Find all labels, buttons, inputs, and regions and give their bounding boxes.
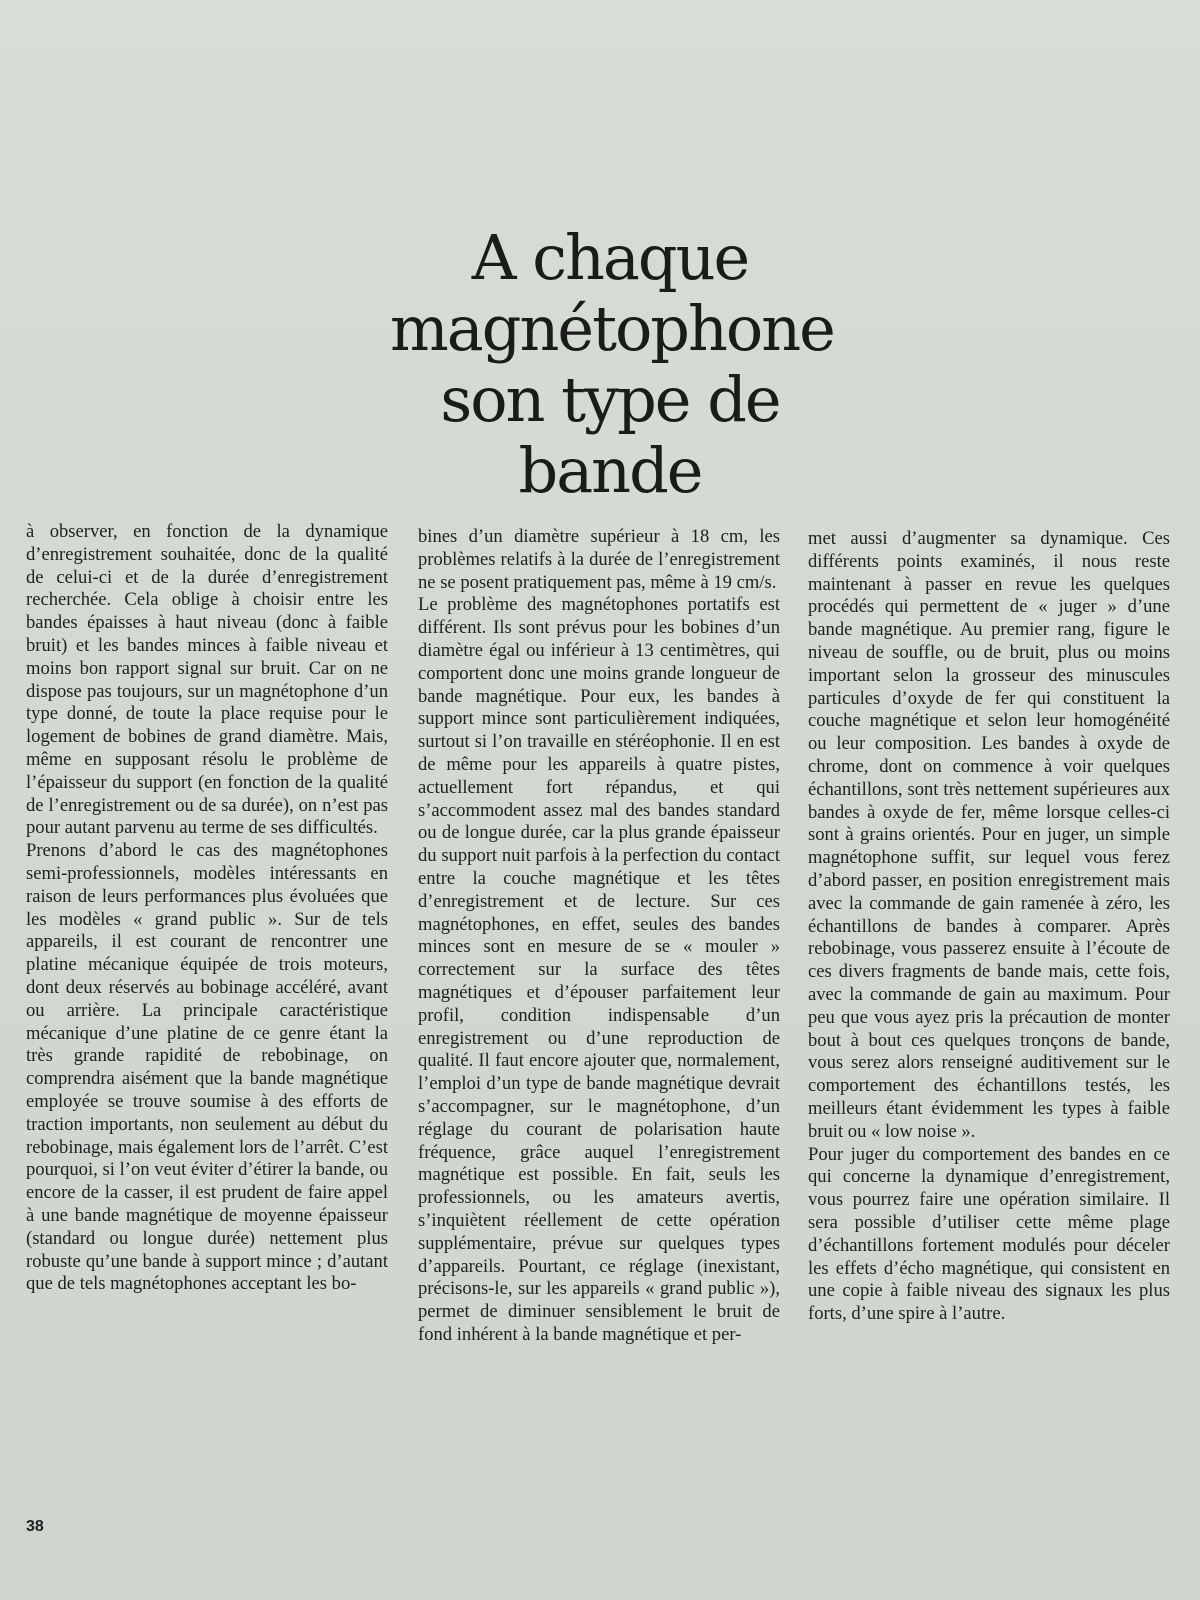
paragraph: Pour juger du comportement des bandes en ce qui concerne la dynamique d’enregistrement, vous pourrez faire une opération similaire. Il sera possible d’utiliser cette même plage d’échantillons fortement modulés pour déceler les effets d’écho magnétique, qui consistent en une copie à faible niveau des signaux les plus forts, d’une spire à l’autre. — [808, 1143, 1170, 1325]
text-column-1 — [26, 521, 388, 1296]
text-column-3 — [808, 528, 1170, 1326]
text-column-2 — [418, 526, 780, 1347]
paragraph: Prenons d’abord le cas des magnétophones semi-professionnels, modèles intéressants en raison de leurs performances plus évoluées que les modèles « grand public ». Sur de tels appareils, il est courant de rencontrer une platine mécanique équipée de trois moteurs, dont deux réservés au bobinage accéléré, avant ou arrière. La principale caractéristique mécanique d’une platine de ce genre étant la très grande rapidité de rebobinage, on comprendra aisément que la bande magnétique employée se trouve soumise à des efforts de traction importants, non seulement au début du rebobinage, mais également lors de l’arrêt. C’est pourquoi, si l’on veut éviter d’étirer la bande, ou encore de la casser, il est prudent de faire appel à une bande magnétique de moyenne épaisseur (standard ou longue durée) nettement plus robuste qu’une bande à support mince ; d’autant que de tels magnétophones acceptant les bo- — [26, 840, 388, 1295]
paragraph: à observer, en fonction de la dynamique d’enregistrement souhaitée, donc de la qualité de celui-ci et de la durée d’enregistrement recherchée. Cela oblige à choisir entre les bandes épaisses à haut niveau (donc à faible bruit) et les bandes minces à faible niveau et moins bon rapport signal sur bruit. Car on ne dispose pas toujours, sur un magnétophone d’un type donné, de toute la place requise pour le logement de bobines de grand diamètre. Mais, même en supposant résolu le problème de l’épaisseur du support (en fonction de la qualité de l’enregistrement ou de sa durée), on n’est pas pour autant parvenu au terme de ses difficultés. — [26, 521, 388, 839]
article-title: A chaque magnétophone son type de bande — [390, 221, 834, 507]
paragraph: met aussi d’augmenter sa dynamique. Ces différents points examinés, il nous reste maintenant à passer en revue les quelques procédés qui permettent de « juger » d’une bande magnétique. Au premier rang, figure le niveau de souffle, ou de bruit, plus ou moins important selon la grosseur des minuscules particules d’oxyde de fer qui constituent la couche magnétique et selon leur homogénéité ou leur composition. Les bandes à oxyde de chrome, dont on commence à voir quelques échantillons, sont très nettement supérieures aux bandes à oxyde de fer, même lorsque celles-ci sont à grains orientés. Pour en juger, un simple magnétophone suffit, sur lequel vous ferez d’abord passer, en position enregistrement mais avec la commande de gain ramenée à zéro, les échantillons de bandes à comparer. Après rebobinage, vous passerez ensuite à l’écoute de ces divers fragments de bande mais, cette fois, avec la commande de gain au maximum. Pour peu que vous ayez pris la précaution de monter bout à bout ces quelques tronçons de bande, vous serez alors renseigné auditivement sur le comportement des échantillons testés, les meilleurs étant évidemment les types à faible bruit ou « low noise ». — [808, 528, 1170, 1142]
paragraph: bines d’un diamètre supérieur à 18 cm, les problèmes relatifs à la durée de l’enregistrement ne se posent pratiquement pas, même à 19 cm/s. — [418, 526, 780, 593]
page-number: 38 — [26, 1518, 44, 1535]
paragraph: Le problème des magnétophones portatifs est différent. Ils sont prévus pour les bobines d’un diamètre égal ou inférieur à 13 centimètres, qui comportent donc une moins grande longueur de bande magnétique. Pour eux, les bandes à support mince sont particulièrement indiquées, surtout si l’on travaille en stéréophonie. Il en est de même pour les appareils à quatre pistes, actuellement fort répandus, et qui s’accommodent assez mal des bandes standard ou de longue durée, car la plus grande épaisseur du support nuit parfois à la perfection du contact entre la couche magnétique et les têtes d’enregistrement et de lecture. Sur ces magnétophones, en effet, seules des bandes minces sont en mesure de se « mouler » correctement sur la surface des têtes magnétiques et d’épouser parfaitement leur profil, condition indispensable d’un enregistrement ou d’une reproduction de qualité. Il faut encore ajouter que, normalement, l’emploi d’un type de bande magnétique devrait s’accompagner, sur le magnétophone, d’un réglage du courant de polarisation haute fréquence, grâce auquel l’enregistrement magnétique est possible. En fait, seuls les professionnels, ou les amateurs avertis, s’inquiètent réellement de cette opération supplémentaire, prévue sur quelques types d’appareils. Pourtant, ce réglage (inexistant, précisons-le, sur les appareils « grand public »), permet de diminuer sensiblement le bruit de fond inhérent à la bande magnétique et per- — [418, 594, 780, 1345]
